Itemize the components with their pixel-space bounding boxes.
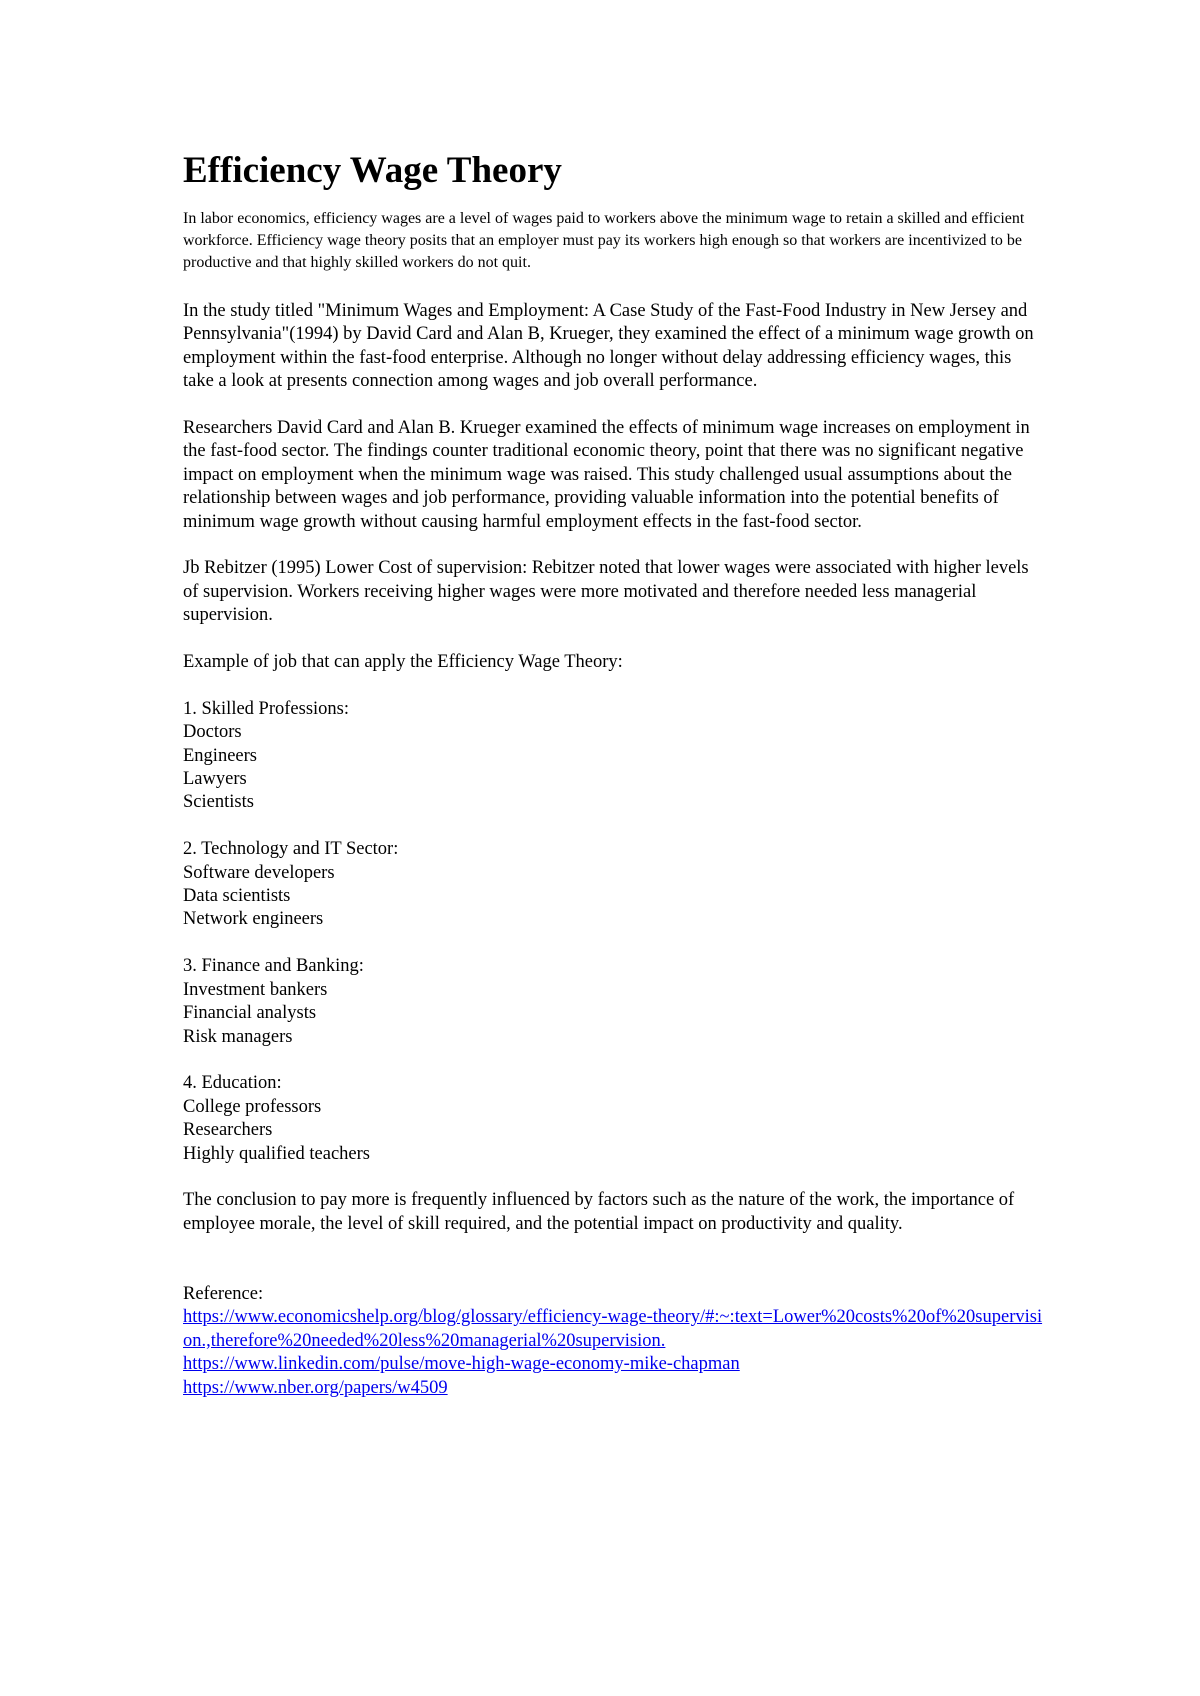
category-heading: 4. Education: [183,1073,282,1094]
category-heading: 2. Technology and IT Sector: [183,839,399,860]
list-item: Researchers [183,1120,273,1141]
findings-paragraph: Researchers David Card and Alan B. Krueger examined the effects of minimum wage increases on employment in the fast-food sector. The findings counter traditional economic theory, point that there was no significant negative impact on employment when the minimum wage was raised. This study challenged usual assumptions about the relationship between wages and job performance, providing valuable information into the potential benefits of minimum wage growth without causing harmful employment effects in the fast-food sector. [183,418,1030,532]
list-item: Network engineers [183,909,324,930]
rebitzer-paragraph: Jb Rebitzer (1995) Lower Cost of supervision: Rebitzer noted that lower wages were associated with higher levels of supervision. Workers receiving higher wages were more motivated and therefore needed less managerial supervision. [183,558,1029,626]
category-finance-banking [183,955,1043,1049]
intro-paragraph: In labor economics, efficiency wages are a level of wages paid to workers above the minimum wage to retain a skilled and efficient workforce. Efficiency wage theory posits that an employer must pay its workers high enough so that workers are incentivized to be productive and that highly skilled workers do not quit. [183,210,1025,271]
list-item: Data scientists [183,886,291,907]
list-item: College professors [183,1096,322,1117]
category-technology-it [183,838,1043,932]
list-item: Scientists [183,792,254,813]
reference-link-linkedin[interactable]: https://www.linkedin.com/pulse/move-high-wage-economy-mike-chapman [183,1354,740,1375]
category-heading: 3. Finance and Banking: [183,956,364,977]
reference-link-nber[interactable]: https://www.nber.org/papers/w4509 [183,1377,448,1398]
conclusion-paragraph: The conclusion to pay more is frequently influenced by factors such as the nature of the work, the importance of employee morale, the level of skill required, and the potential impact on productivity and quality. [183,1190,1015,1234]
list-item: Software developers [183,862,335,883]
category-heading: 1. Skilled Professions: [183,698,349,719]
list-item: Investment bankers [183,979,328,1000]
reference-link-economicshelp[interactable]: https://www.economicshelp.org/blog/glossary/efficiency-wage-theory/#:~:text=Lower%20costs%20of%20supervision.,therefore%20needed%20less%20managerial%20supervision. [183,1307,1043,1351]
list-item: Risk managers [183,1026,293,1047]
study-paragraph: In the study titled "Minimum Wages and Employment: A Case Study of the Fast-Food Industry in New Jersey and Pennsylvania"(1994) by David Card and Alan B, Krueger, they examined the effect of a minimum wage growth on employment within the fast-food enterprise. Although no longer without delay addressing efficiency wages, this take a look at presents connection among wages and job overall performance. [183,301,1034,392]
list-item: Financial analysts [183,1003,317,1024]
references-section [183,1283,1043,1400]
category-skilled-professions [183,698,1043,815]
list-item: Highly qualified teachers [183,1143,370,1164]
category-education [183,1072,1043,1166]
list-item: Lawyers [183,769,247,790]
reference-label: Reference: [183,1283,264,1304]
document-page [183,148,1043,1400]
list-item: Engineers [183,745,257,766]
list-item: Doctors [183,722,242,743]
example-intro: Example of job that can apply the Efficiency Wage Theory: [183,652,623,673]
document-title: Efficiency Wage Theory [183,150,562,191]
